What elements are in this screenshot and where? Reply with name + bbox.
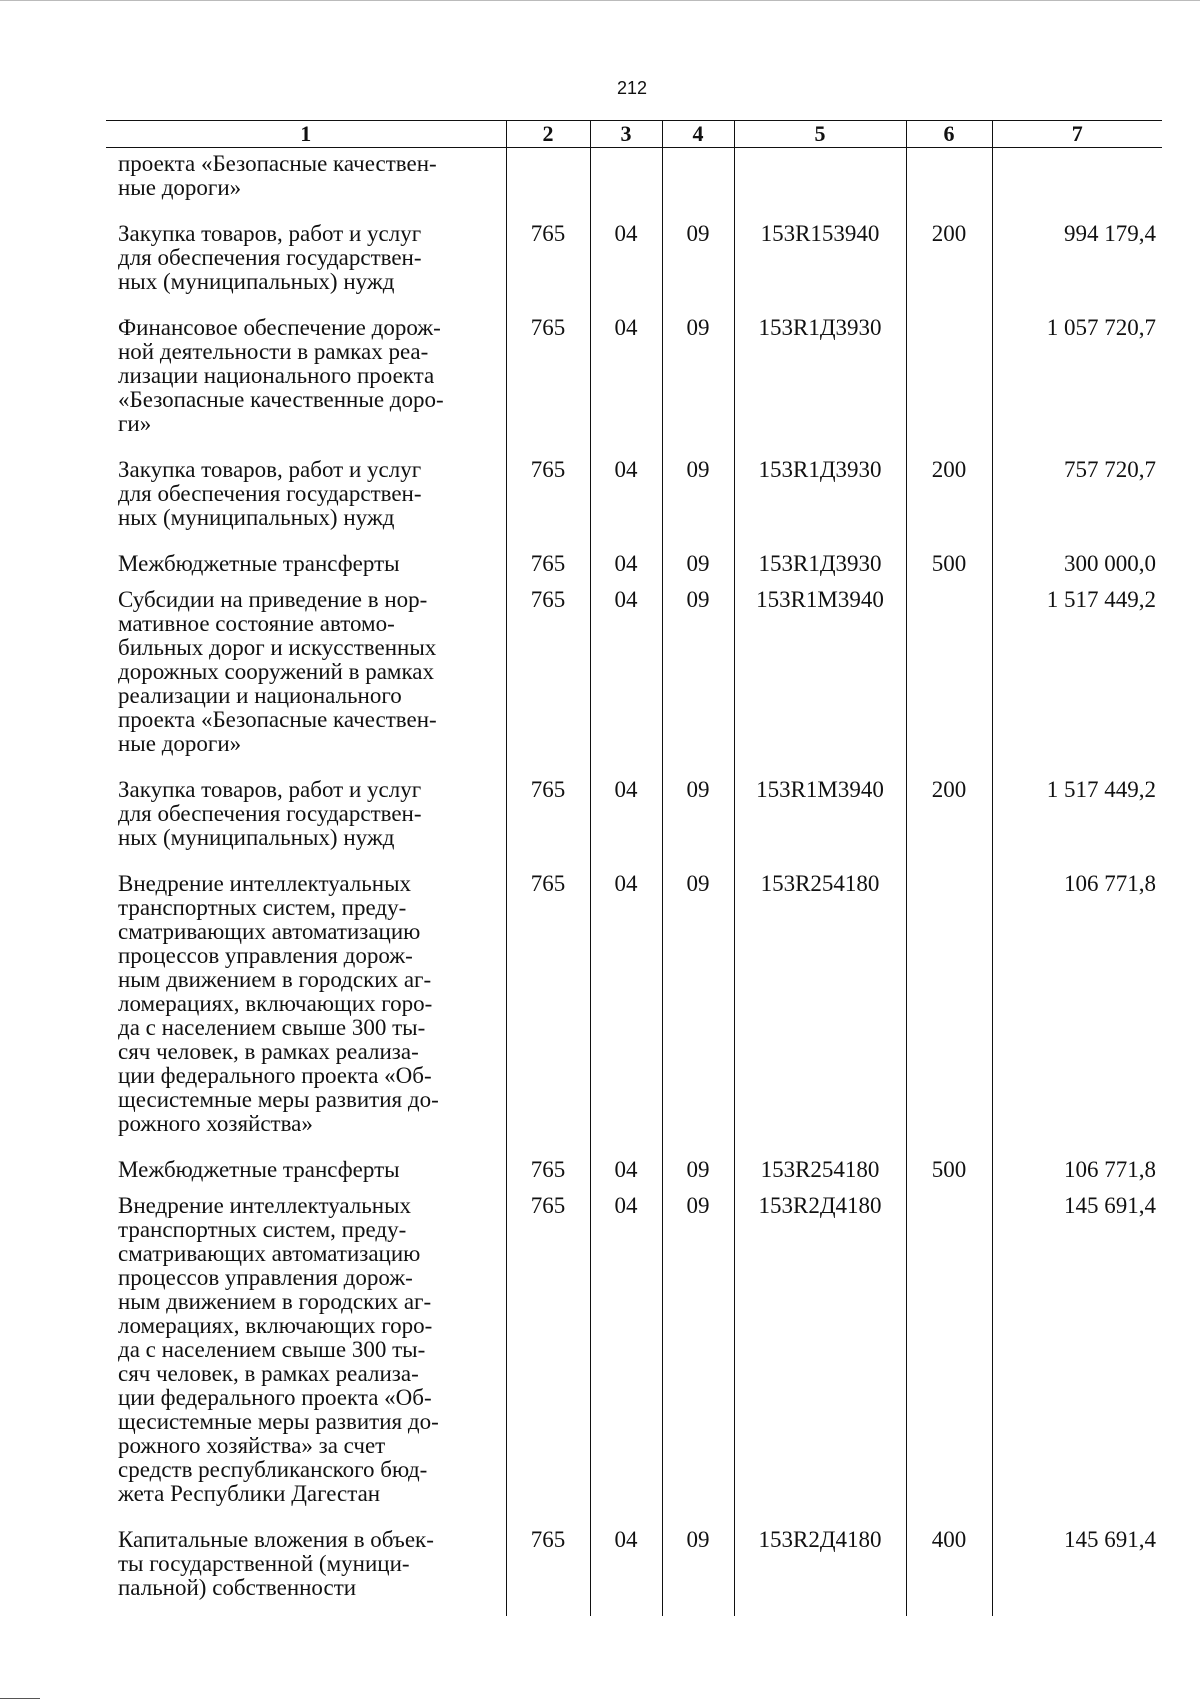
row-subsection: 09 [662, 584, 734, 774]
row-target-article: 153R1M3940 [734, 584, 906, 774]
row-expense-type: 200 [906, 218, 992, 312]
row-target-article: 153R254180 [734, 868, 906, 1154]
row-expense-type [906, 1190, 992, 1524]
row-target-article: 153R2Д4180 [734, 1524, 906, 1616]
header-col-2: 2 [506, 121, 590, 148]
row-subsection: 09 [662, 218, 734, 312]
row-amount: 994 179,4 [992, 218, 1162, 312]
budget-table-container [106, 120, 1162, 1616]
row-target-article: 153R254180 [734, 1154, 906, 1190]
row-admin-code: 765 [506, 548, 590, 584]
table-row [106, 148, 1162, 219]
scan-bottom-mark [0, 1698, 40, 1699]
row-section: 04 [590, 548, 662, 584]
row-description: Капитальные вложения в объек- ты государственной (муници- пальной) собственности [118, 1527, 434, 1600]
row-admin-code [506, 148, 590, 219]
row-target-article: 153R2Д4180 [734, 1190, 906, 1524]
table-row [106, 218, 1162, 312]
row-expense-type: 500 [906, 548, 992, 584]
row-expense-type: 400 [906, 1524, 992, 1616]
row-amount: 145 691,4 [992, 1524, 1162, 1616]
row-section: 04 [590, 774, 662, 868]
table-row [106, 454, 1162, 548]
row-description: Финансовое обеспечение дорож- ной деятельности в рамках реа- лизации национального проекта «Безопасные качественные доро- ги» [118, 315, 444, 436]
table-row [106, 774, 1162, 868]
row-description: Закупка товаров, работ и услуг для обеспечения государствен- ных (муниципальных) нужд [118, 457, 422, 530]
row-subsection: 09 [662, 312, 734, 454]
row-description: Межбюджетные трансферты [118, 551, 400, 576]
page-number: 212 [616, 78, 648, 98]
row-admin-code: 765 [506, 218, 590, 312]
table-row [106, 1154, 1162, 1190]
row-admin-code: 765 [506, 1190, 590, 1524]
row-admin-code: 765 [506, 454, 590, 548]
header-col-6: 6 [906, 121, 992, 148]
row-expense-type [906, 148, 992, 219]
row-amount: 145 691,4 [992, 1190, 1162, 1524]
table-row [106, 312, 1162, 454]
table-row [106, 1190, 1162, 1524]
row-subsection [662, 148, 734, 219]
row-section: 04 [590, 312, 662, 454]
row-amount: 1 057 720,7 [992, 312, 1162, 454]
table-row [106, 1524, 1162, 1616]
row-expense-type: 200 [906, 454, 992, 548]
row-admin-code: 765 [506, 1154, 590, 1190]
row-target-article: 153R1Д3930 [734, 454, 906, 548]
row-subsection: 09 [662, 1524, 734, 1616]
row-subsection: 09 [662, 548, 734, 584]
header-col-7: 7 [992, 121, 1162, 148]
row-target-article [734, 148, 906, 219]
table-row [106, 868, 1162, 1154]
budget-table [106, 120, 1162, 1616]
table-row [106, 548, 1162, 584]
row-admin-code: 765 [506, 868, 590, 1154]
row-description: проекта «Безопасные качествен- ные дороги» [118, 151, 437, 200]
row-admin-code: 765 [506, 1524, 590, 1616]
row-target-article: 153R1Д3930 [734, 548, 906, 584]
row-section: 04 [590, 1190, 662, 1524]
row-admin-code: 765 [506, 584, 590, 774]
row-target-article: 153R1Д3930 [734, 312, 906, 454]
scan-top-edge [0, 0, 1200, 1]
row-amount: 1 517 449,2 [992, 774, 1162, 868]
row-description: Субсидии на приведение в нор- мативное состояние автомо- бильных дорог и искусственных дорожных сооружений в рамках реализации и национального проекта «Безопасные качествен- ные дороги» [118, 587, 437, 756]
row-section: 04 [590, 1154, 662, 1190]
row-admin-code: 765 [506, 312, 590, 454]
header-col-5: 5 [734, 121, 906, 148]
row-description: Межбюджетные трансферты [118, 1157, 400, 1182]
row-expense-type [906, 312, 992, 454]
row-expense-type: 200 [906, 774, 992, 868]
row-section: 04 [590, 218, 662, 312]
table-header-row [106, 121, 1162, 148]
row-subsection: 09 [662, 1190, 734, 1524]
row-description: Закупка товаров, работ и услуг для обеспечения государствен- ных (муниципальных) нужд [118, 777, 422, 850]
row-section: 04 [590, 454, 662, 548]
row-section: 04 [590, 1524, 662, 1616]
row-target-article: 153R1M3940 [734, 774, 906, 868]
row-expense-type: 500 [906, 1154, 992, 1190]
header-col-4: 4 [662, 121, 734, 148]
header-col-1: 1 [106, 121, 506, 148]
row-target-article: 153R153940 [734, 218, 906, 312]
row-description: Внедрение интеллектуальных транспортных систем, преду- сматривающих автоматизацию процессов управления дорож- ным движением в городских аг- ломерациях, включающих горо- да с населением свыше 300 ты- сяч человек, в рамках реализа- ции федерального проекта «Об- щесистемные меры развития до- рожного хозяйства» [118, 871, 439, 1136]
row-expense-type [906, 584, 992, 774]
row-expense-type [906, 868, 992, 1154]
row-section: 04 [590, 868, 662, 1154]
row-description: Внедрение интеллектуальных транспортных систем, преду- сматривающих автоматизацию процессов управления дорож- ным движением в городских аг- ломерациях, включающих горо- да с населением свыше 300 ты- сяч человек, в рамках реализа- ции федерального проекта «Об- щесистемные меры развития до- рожного хозяйства» за счет средств республиканского бюд- жета Республики Дагестан [118, 1193, 439, 1506]
row-subsection: 09 [662, 774, 734, 868]
row-description: Закупка товаров, работ и услуг для обеспечения государствен- ных (муниципальных) нужд [118, 221, 422, 294]
row-amount [992, 148, 1162, 219]
row-amount: 300 000,0 [992, 548, 1162, 584]
row-subsection: 09 [662, 1154, 734, 1190]
row-section [590, 148, 662, 219]
row-admin-code: 765 [506, 774, 590, 868]
row-subsection: 09 [662, 868, 734, 1154]
row-section: 04 [590, 584, 662, 774]
table-row [106, 584, 1162, 774]
row-amount: 106 771,8 [992, 1154, 1162, 1190]
row-subsection: 09 [662, 454, 734, 548]
row-amount: 106 771,8 [992, 868, 1162, 1154]
header-col-3: 3 [590, 121, 662, 148]
row-amount: 1 517 449,2 [992, 584, 1162, 774]
row-amount: 757 720,7 [992, 454, 1162, 548]
